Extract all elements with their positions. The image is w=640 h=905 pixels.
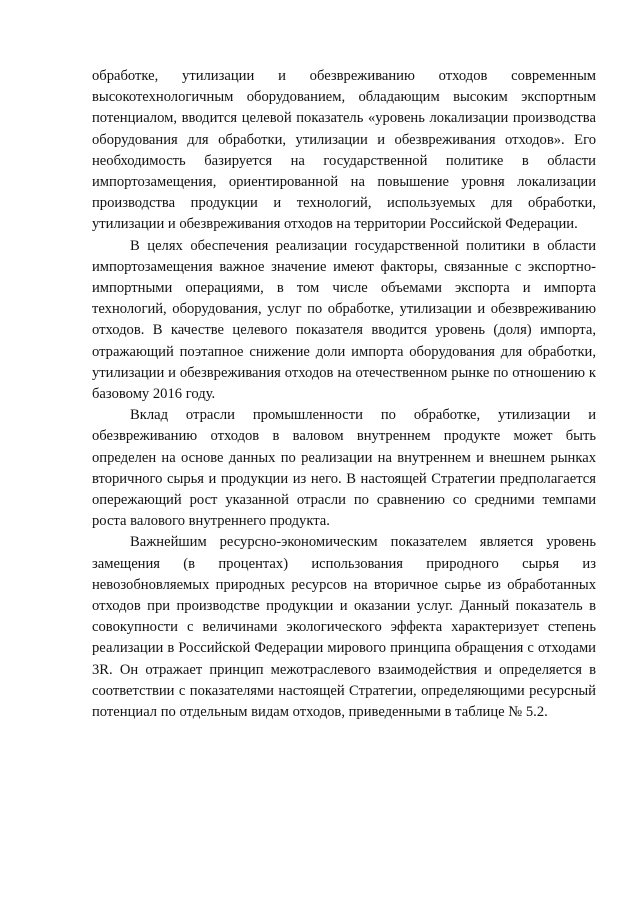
paragraph-continuation: обработке, утилизации и обезвреживанию отходов современным высокотехнологичным оборудованием, обладающим высоким экспортным потенциалом, вводится целевой показатель «уровень локализации производства оборудования для обработки, утилизации и обезвреживания отходов». Его необходимость базируется на государственной политике в области импортозамещения, ориентированной на повышение уровня локализации производства продукции и технологий, используемых для обработки, утилизации и обезвреживания отходов на территории Российской Федерации. xyxy=(92,68,596,233)
paragraph-import-substitution: В целях обеспечения реализации государственной политики в области импортозамещения важное значение имеют факторы, связанные с экспортно-импортными операциями, в том числе объемами экспорта и импорта технологий, оборудования, услуг по обработке, утилизации и обезвреживанию отходов. В качестве целевого показателя вводится уровень (доля) импорта, отражающий поэтапное снижение доли импорта оборудования для обработки, утилизации и обезвреживания отходов на отечественном рынке по отношению к базовому 2016 году. xyxy=(92,237,596,403)
paragraph-gdp-contribution: Вклад отрасли промышленности по обработке, утилизации и обезвреживанию отходов в валовом внутреннем продукте может быть определен на основе данных по реализации на внутреннем и внешнем рынках вторичного сырья и продукции из него. В настоящей Стратегии предполагается опережающий рост указанной отрасли по сравнению со средними темпами роста валового внутреннего продукта. xyxy=(92,407,596,530)
document-body xyxy=(92,66,596,723)
paragraph-resource-indicator: Важнейшим ресурсно-экономическим показателем является уровень замещения (в процентах) использования природного сырья из невозобновляемых природных ресурсов на вторичное сырье из обработанных отходов при производстве продукции и оказании услуг. Данный показатель в совокупности с величинами экологического эффекта характеризует степень реализации в Российской Федерации мирового принципа обращения с отходами 3R. Он отражает принцип межотраслевого взаимодействия и определяется в соответствии с показателями настоящей Стратегии, определяющими ресурсный потенциал по отдельным видам отходов, приведенными в таблице № 5.2. xyxy=(92,534,596,721)
